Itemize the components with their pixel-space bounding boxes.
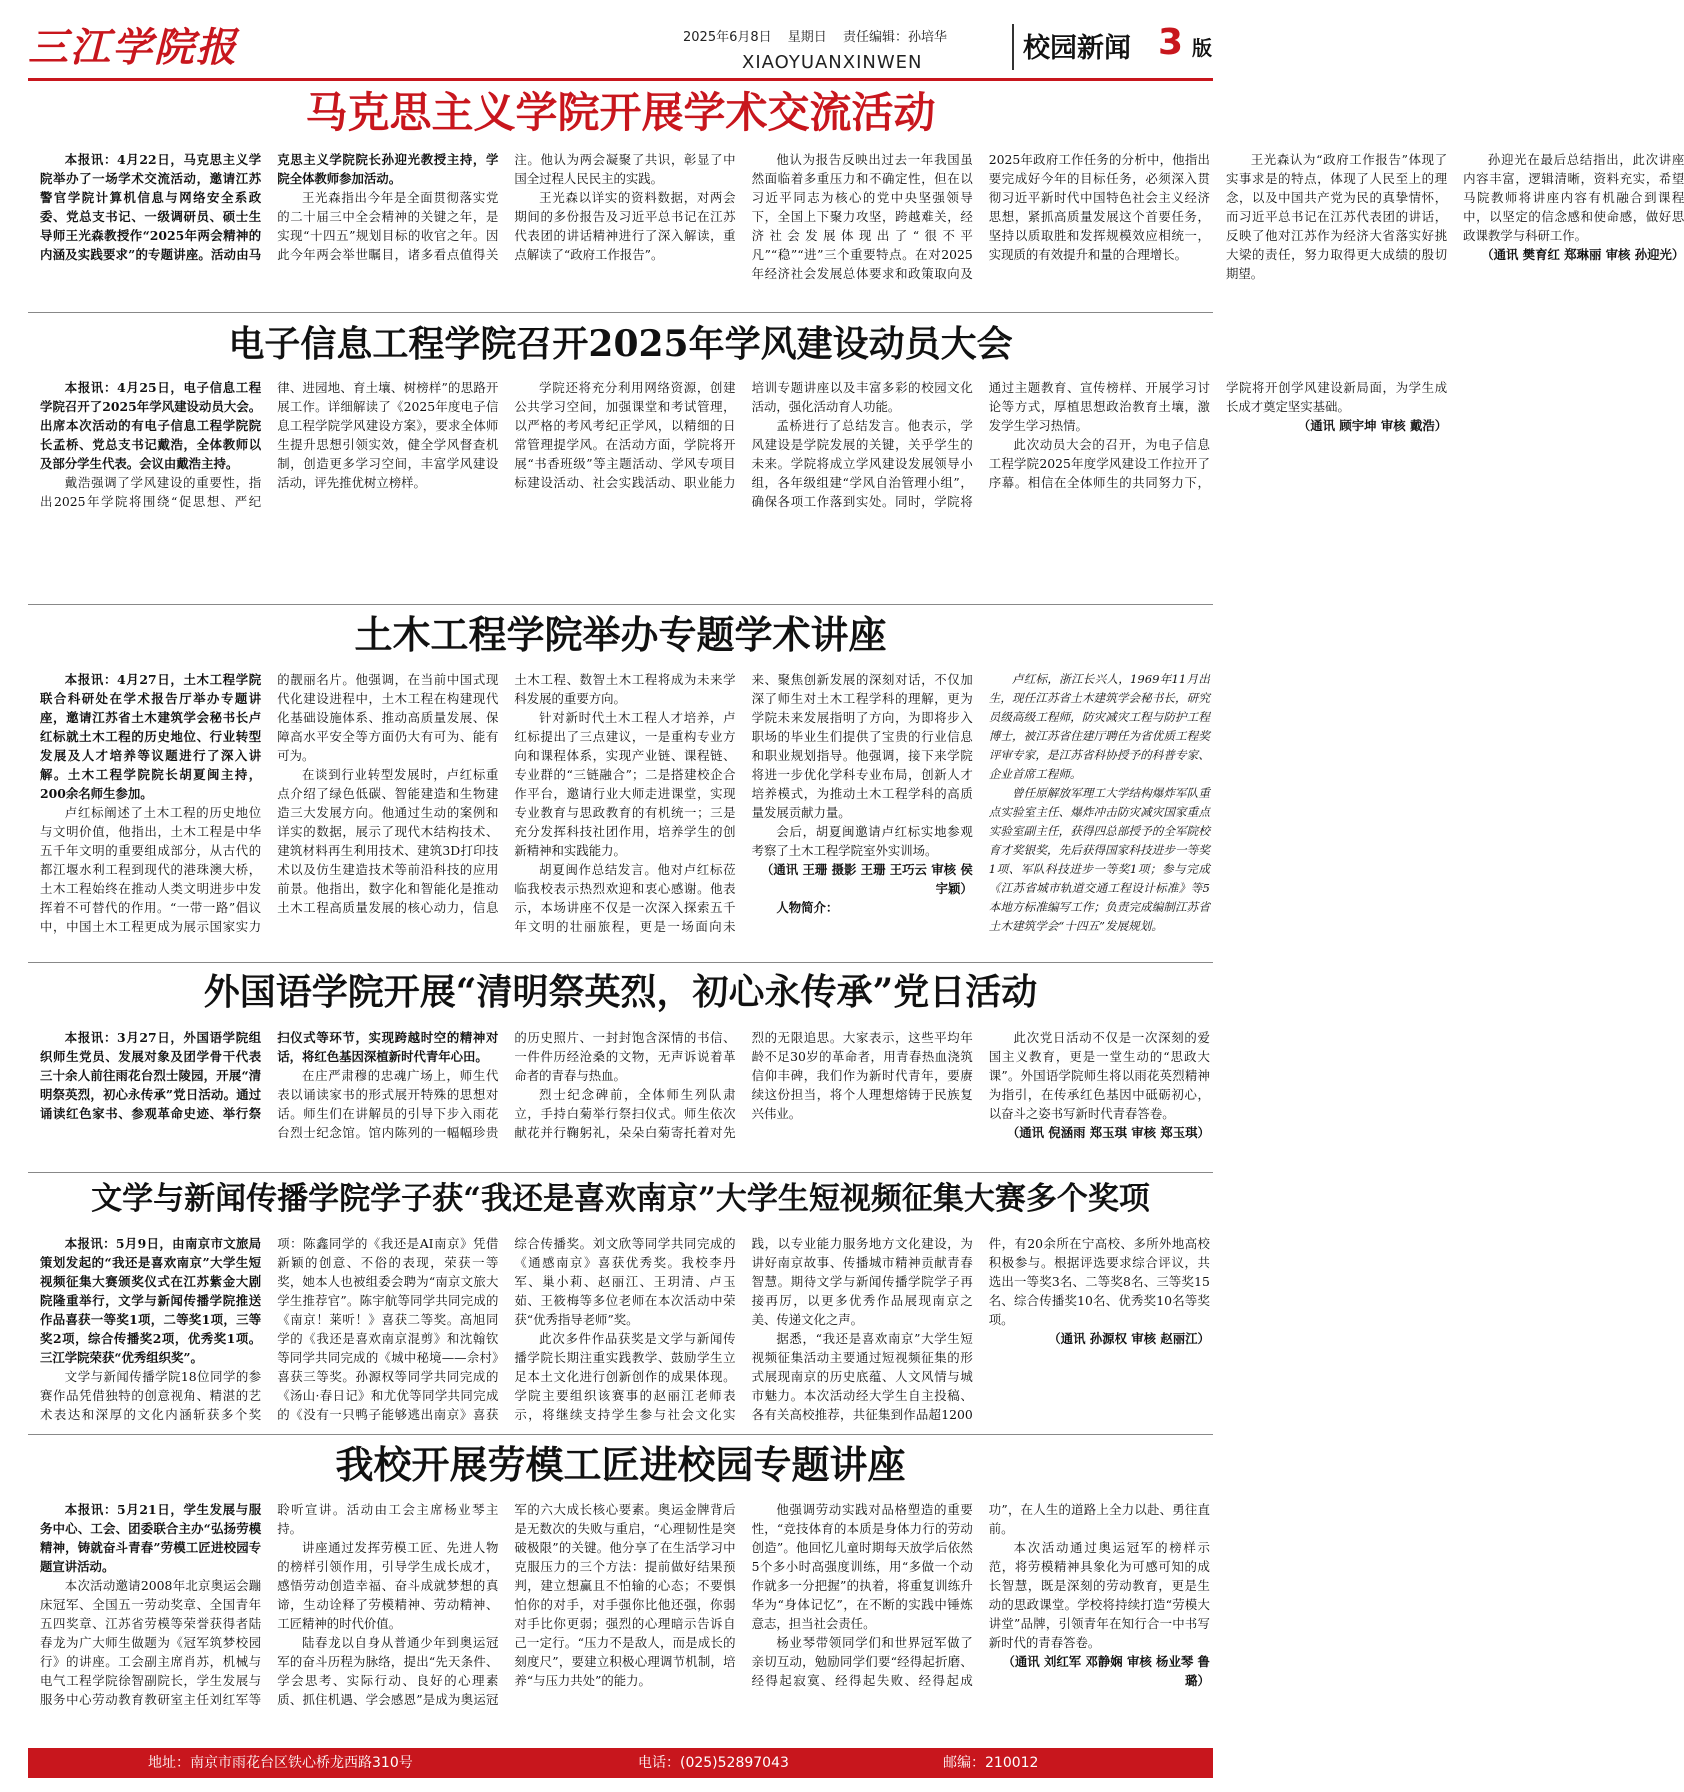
article-paragraph: 文学与新闻传播学院18位同学的参赛作品凭借独特的创意视角、精湛的艺术表达和深厚的文化内涵斩获多个奖项：陈鑫同学的《我还是AI南京》凭借新颖的创意、不俗的表现，荣获一等奖，她本人也被组委会聘为“南京文旅大学生推荐官”。陈宇航等同学共同完成的《南京！莱听！》喜获二等奖。高旭同学的《我还是喜欢南京混剪》和沈翰钦等同学共同完成的《城中秘境——佘村》喜获三等奖。孙源权等同学共同完成的《汤山·春日记》和尤优等同学共同完成的《没有一只鸭子能够逃出南京》喜获综合传播奖。刘文欣等同学共同完成的《通感南京》喜获优秀奖。我校李丹军、巢小莉、赵丽江、王玥清、卢玉茹、王筱梅等多位老师在本次活动中荣获“优秀指导老师”奖。 (40, 1236, 736, 1422)
article-paragraph: 本报讯：4月27日，土木工程学院联合科研处在学术报告厅举办专题讲座，邀请江苏省土木建筑学会秘书长卢红标就土木工程的历史地位、行业转型发展及人才培养等议题进行了深入讲解。土木工程学院院长胡夏闽主持，200余名师生参加。 (40, 672, 262, 801)
issue-weekday: 星期日 (787, 30, 827, 45)
article-paragraph: 王光森指出今年是全面贯彻落实党的二十届三中全会精神的关键之年，是实现“十四五”规划目标的收官之年。因此今年两会举世瞩目，诸多看点值得关注。他认为两会凝聚了共识，彰显了中国全过程人民民主的实践。 (277, 152, 736, 262)
article-title-civil: 土木工程学院举办专题学术讲座 (354, 612, 887, 657)
section-divider (28, 962, 1213, 963)
article-credit: （通讯 王珊 摄影 王珊 王巧云 审核 侯宇颖） (761, 862, 973, 896)
article-paragraph: 学院还将充分利用网络资源，创建公共学习空间，加强课堂和考试管理，以严格的考风考纪正学风，以精细的日常管理提学风。在活动方面，学院将开展“书香班级”等主题活动、学风专项目标建设活动、社会实践活动、职业能力培训专题讲座以及丰富多彩的校园文化活动，强化活动育人功能。 (514, 380, 973, 490)
section-name: 校园新闻 (1023, 33, 1131, 64)
article-body-foreign-lang (40, 1028, 1210, 1162)
article-paragraph: 他强调劳动实践对品格塑造的重要性，“竞技体育的本质是身体力行的劳动创造”。他回忆儿童时期每天放学后依然5个多小时高强度训练，用“多做一个动作就多一分把握”的执着，将重复训练升华为“身体记忆”，在不断的实践中锤炼意志，担当社会责任。 (751, 1502, 973, 1631)
masthead-divider (1012, 24, 1014, 70)
article-credit: （通讯 顾宇坤 审核 戴浩） (1297, 418, 1448, 433)
article-body-marxism (40, 150, 1684, 300)
article-paragraph: 此次多件作品获奖是文学与新闻传播学院长期注重实践教学、鼓励学生立足本土文化进行创新创作的成果体现。学院主要组织该赛事的赵丽江老师表示，将继续支持学生参与社会文化实践，以专业能力服务地方文化建设，为讲好南京故事、传播城市精神贡献青春智慧。期待文学与新闻传播学院学子再接再厉，以更多优秀作品展现南京之美、传递文化之声。 (514, 1236, 973, 1422)
article-title-labor-model: 我校开展劳模工匠进校园专题讲座 (335, 1442, 906, 1487)
article-paragraph: 杨业琴带领同学们和世界冠军做了亲切互动，勉励同学们要“经得起折磨、经得起寂寞、经得起失败、经得起成功”，在人生的道路上全力以赴、勇往直前。 (751, 1502, 1210, 1688)
article-paragraph: 卢红标阐述了土木工程的历史地位与文明价值，他指出，土木工程是中华五千年文明的重要组成部分，从古代的都江堰水利工程到现代的港珠澳大桥，土木工程始终在推动人类文明进步中发挥着不可替代的作用。“一带一路”倡议中，中国土木工程更成为展示国家实力的靓丽名片。他强调，在当前中国式现代化建设进程中，土木工程在构建现代化基础设施体系、推动高质量发展、保障高水平安全等方面仍大有可为、能有可为。 (40, 672, 499, 934)
article-paragraph: 本次活动邀请2008年北京奥运会蹦床冠军、全国五一劳动奖章、全国青年五四奖章、江苏省劳模等荣誉获得者陆春龙为广大师生做题为《冠军筑梦校园行》的讲座。工会副主席肖苏，机械与电气工程学院徐智副院长，学生发展与服务中心劳动教育教研室主任刘红军等聆听宣讲。活动由工会主席杨业琴主持。 (40, 1502, 499, 1707)
footer-bar (28, 1748, 1213, 1778)
footer-postcode: 邮编：210012 (943, 1755, 1039, 1771)
article-title-journalism: 文学与新闻传播学院学子获“我还是喜欢南京”大学生短视频征集大赛多个奖项 (91, 1181, 1150, 1217)
article-paragraph: 胡夏闽作总结发言。他对卢红标莅临我校表示热烈欢迎和衷心感谢。他表示，本场讲座不仅是一次深入探索五千年文明的壮丽旅程，更是一场面向未来、聚焦创新发展的深刻对话，不仅加深了师生对土木工程学科的理解，更为学院未来发展指明了方向，为即将步入职场的毕业生们提供了宝贵的行业信息和职业规划指导。他强调，接下来学院将进一步优化学科专业布局，创新人才培养模式，为推动土木工程学科的高质量发展贡献力量。 (514, 672, 973, 934)
article-paragraph: 孟桥进行了总结发言。他表示，学风建设是学院发展的关键，关乎学生的未来。学院将成立学风建设发展领导小组，各年级组建“学风自治管理小组”，确保各项工作落到实处。同时，学院将通过主题教育、宣传榜样、开展学习讨论等方式，厚植思想政治教育土壤，激发学生学习热情。 (751, 380, 1210, 509)
section-divider (28, 1172, 1213, 1173)
article-paragraph: 陆春龙以自身从普通少年到奥运冠军的奋斗历程为脉络，提出“先天条件、学会思考、实际行动、良好的心理素质、抓住机遇、学会感恩”是成为奥运冠军的六大成长核心要素。奥运金牌背后是无数次的失败与重启，“心理韧性是突破极限”的关键。他分享了在生活学习中克服压力的三个方法：提前做好结果预判，建立想赢且不怕输的心态；不要惧怕你的对手，对手强你比他还强，你弱对手比你更弱；强烈的心理暗示告诉自己一定行。“压力不是敌人，而是成长的刻度尺”，要建立积极心理调节机制，培养“与压力共处”的能力。 (277, 1502, 736, 1707)
article-paragraph: 孙迎光在最后总结指出，此次讲座内容丰富，逻辑清晰，资料充实，希望马院教师将讲座内容有机融合到课程中，以坚定的信念感和使命感，做好思政课教学与科研工作。 (1463, 152, 1684, 243)
footer-address: 地址：南京市雨花台区铁心桥龙西路310号 (148, 1755, 413, 1771)
article-credit: （通讯 刘红军 邓静娴 审核 杨业琴 鲁璐） (1002, 1654, 1210, 1688)
article-paragraph: 王光森以详实的资料数据，对两会期间的多份报告及习近平总书记在江苏代表团的讲话精神进行了深入解读，重点解读了“政府工作报告”。 (514, 190, 736, 262)
article-title-marxism: 马克思主义学院开展学术交流活动 (305, 88, 936, 137)
article-paragraph: 本次活动通过奥运冠军的榜样示范，将劳模精神具象化为可感可知的成长智慧，既是深刻的劳动教育，更是生动的思政课堂。学校将持续打造“劳模大讲堂”品牌，引领青年在知行合一中书写新时代的青春答卷。 (988, 1540, 1210, 1650)
article-paragraph: 本报讯：3月27日，外国语学院组织师生党员、发展对象及团学骨干代表三十余人前往雨花台烈士陵园，开展“清明祭英烈，初心永传承”党日活动。通过诵读红色家书、参观革命史迹、举行祭扫仪式等环节，实现跨越时空的精神对话，将红色基因深植新时代青年心田。 (40, 1030, 499, 1121)
bio-paragraph: 曾任原解放军理工大学结构爆炸军队重点实验室主任、爆炸冲击防灾减灾国家重点实验室副主任，获得四总部授予的全军院校育才奖银奖，先后获得国家科技进步一等奖1项、军队科技进步一等奖1项；参与完成《江苏省城市轨道交通工程设计标准》等5本地方标准编写工作；负责完成编制江苏省土木建筑学会“十四五”发展规划。 (988, 786, 1210, 933)
article-paragraph: 烈士纪念碑前，全体师生列队肃立，手持白菊举行祭扫仪式。师生依次献花并行鞠躬礼，朵朵白菊寄托着对先烈的无限追思。大家表示，这些平均年龄不足30岁的革命者，用青春热血浇筑信仰丰碑，我们作为新时代青年，要赓续这份担当，将个人理想熔铸于民族复兴伟业。 (514, 1030, 973, 1140)
article-title-electronics: 电子信息工程学院召开2025年学风建设动员大会 (228, 323, 1013, 365)
section-divider (28, 312, 1213, 313)
article-paragraph: 本报讯：5月9日，由南京市文旅局策划发起的“我还是喜欢南京”大学生短视频征集大赛颁奖仪式在江苏紫金大剧院隆重举行，文学与新闻传播学院推送作品喜获一等奖1项，二等奖1项，三等奖2项，综合传播奖2项，优秀奖1项。三江学院荣获“优秀组织奖”。 (40, 1236, 262, 1365)
article-paragraph: 在谈到行业转型发展时，卢红标重点介绍了绿色低碳、智能建造和生物建造三大发展方向。他通过生动的案例和详实的数据，展示了现代木结构技术、建筑材料再生利用技术、建筑3D打印技术以及仿生建造技术等前沿科技的应用前景。他指出，数字化和智能化是推动土木工程高质量发展的核心动力，信息土木工程、数智土木工程将成为未来学科发展的重要方向。 (277, 672, 736, 915)
article-credit: （通讯 孙源权 审核 赵丽江） (1048, 1331, 1210, 1346)
article-paragraph: 此次党日活动不仅是一次深刻的爱国主义教育，更是一堂生动的“思政大课”。外国语学院师生将以雨花英烈精神为指引，在传承红色基因中砥砺初心，以奋斗之姿书写新时代青春答卷。 (988, 1030, 1210, 1121)
article-credit: （通讯 倪涵雨 郑玉琪 审核 郑玉琪） (1006, 1125, 1210, 1140)
article-paragraph: 在庄严肃穆的忠魂广场上，师生代表以诵读家书的形式展开特殊的思想对话。师生们在讲解员的引导下步入雨花台烈士纪念馆。馆内陈列的一幅幅珍贵的历史照片、一封封饱含深情的书信、一件件历经沧桑的文物，无声诉说着革命者的青春与热血。 (277, 1030, 736, 1140)
article-paragraph: 戴浩强调了学风建设的重要性，指出2025年学院将围绕“促思想、严纪律、进园地、育土壤、树榜样”的思路开展工作。详细解读了《2025年度电子信息工程学院学风建设方案》，要求全体师生提升思想引领实效，健全学风督查机制，创造更多学习空间，丰富学风建设活动，评先推优树立榜样。 (40, 380, 499, 509)
masthead-rule (28, 78, 1213, 81)
article-body-civil (40, 670, 1210, 970)
page-suffix: 版 (1192, 36, 1212, 60)
bio-heading: 人物简介： (776, 900, 839, 915)
bio-paragraph: 卢红标，浙江长兴人，1969年11月出生，现任江苏省土木建筑学会秘书长，研究员级高级工程师，防灾减灾工程与防护工程博士，被江苏省住建厅聘任为省优质工程奖评审专家，是江苏省科协授予的科普专家、企业首席工程师。 (988, 672, 1210, 781)
masthead (28, 20, 1213, 76)
article-paragraph: 讲座通过发挥劳模工匠、先进人物的榜样引领作用，引导学生成长成才，感悟劳动创造幸福、奋斗成就梦想的真谛，生动诠释了劳模精神、劳动精神、工匠精神的时代价值。 (277, 1540, 499, 1631)
article-body-journalism (40, 1234, 1210, 1424)
article-paragraph: 本报讯：4月25日，电子信息工程学院召开了2025年学风建设动员大会。出席本次活动的有电子信息工程学院院长孟桥、党总支书记戴浩，全体教师以及部分学生代表。会议由戴浩主持。 (40, 380, 262, 471)
article-paragraph: 针对新时代土木工程人才培养，卢红标提出了三点建议，一是重构专业方向和课程体系，实现产业链、课程链、专业群的“三链融合”；二是搭建校企合作平台，邀请行业大师走进课堂，实现专业教育与思政教育的有机统一；三是充分发挥科技社团作用，培养学生的创新精神和实践能力。 (514, 710, 736, 858)
footer-phone: 电话：(025)52897043 (638, 1755, 789, 1771)
article-credit: （通讯 樊育红 郑琳丽 审核 孙迎光） (1481, 247, 1684, 262)
article-paragraph: 本报讯：5月21日，学生发展与服务中心、工会、团委联合主办“弘扬劳模精神，铸就奋斗青春”劳模工匠进校园专题宣讲活动。 (40, 1502, 262, 1574)
responsible-editor: 责任编辑：孙培华 (842, 30, 947, 45)
article-paragraph: 会后，胡夏闽邀请卢红标实地参观考察了土木工程学院室外实训场。 (751, 824, 973, 858)
article-paragraph: 王光森认为“政府工作报告”体现了实事求是的特点，体现了人民至上的理念，以及中国共产党为民的真挚情怀，而习近平总书记在江苏代表团的讲话，反映了他对江苏作为经济大省落实好挑大梁的责任，努力取得更大成绩的殷切期望。 (1225, 152, 1448, 281)
section-divider (28, 1434, 1213, 1435)
article-paragraph: 他认为报告反映出过去一年我国虽然面临着多重压力和不确定性，但在以习近平同志为核心的党中央坚强领导下，全国上下聚力攻坚，跨越难关，经济社会发展体现出了“很不平凡”“稳”“进”三个重要特点。在对2025年经济社会发展总体要求和政策取向及2025年政府工作任务的分析中，他指出要完成好今年的目标任务，必须深入贯彻习近平新时代中国特色社会主义经济思想，紧抓高质量发展这个首要任务，坚持以质取胜和发挥规模效应相统一，实现质的有效提升和量的合理增长。 (751, 152, 1210, 281)
article-body-labor-model (40, 1500, 1210, 1740)
article-paragraph: 据悉，“我还是喜欢南京”大学生短视频征集活动主要通过短视频征集的形式展现南京的历史底蕴、人文风情与城市魅力。本次活动经大学生自主投稿、各有关高校推荐，共征集到作品超1200件，有20余所在宁高校、多所外地高校积极参与。根据评选要求综合评议，共选出一等奖3名、二等奖8名、三等奖15名、综合传播奖10名、优秀奖10名等奖项。 (751, 1236, 1210, 1422)
page-number: 3 (1158, 22, 1184, 63)
publication-info (683, 26, 959, 45)
issue-date: 2025年6月8日 (683, 30, 772, 45)
article-paragraph: 此次动员大会的召开，为电子信息工程学院2025年度学风建设工作拉开了序幕。相信在全体师生的共同努力下，学院将开创学风建设新局面，为学生成长成才奠定坚实基础。 (988, 380, 1448, 490)
article-title-foreign-lang: 外国语学院开展“清明祭英烈，初心永传承”党日活动 (203, 971, 1038, 1013)
section-divider (28, 604, 1213, 605)
article-paragraph: 本报讯：4月22日，马克思主义学院举办了一场学术交流活动，邀请江苏警官学院计算机信息与网络安全系政委、党总支书记、一级调研员、硕士生导师王光森教授作“2025年两会精神的内涵及实践要求”的专题讲座。活动由马克思主义学院院长孙迎光教授主持，学院全体教师参加活动。 (40, 152, 499, 262)
section-pinyin: XIAOYUANXINWEN (742, 52, 923, 73)
newspaper-logo: 三江学院报 (28, 24, 238, 71)
article-body-electronics (40, 378, 1448, 512)
